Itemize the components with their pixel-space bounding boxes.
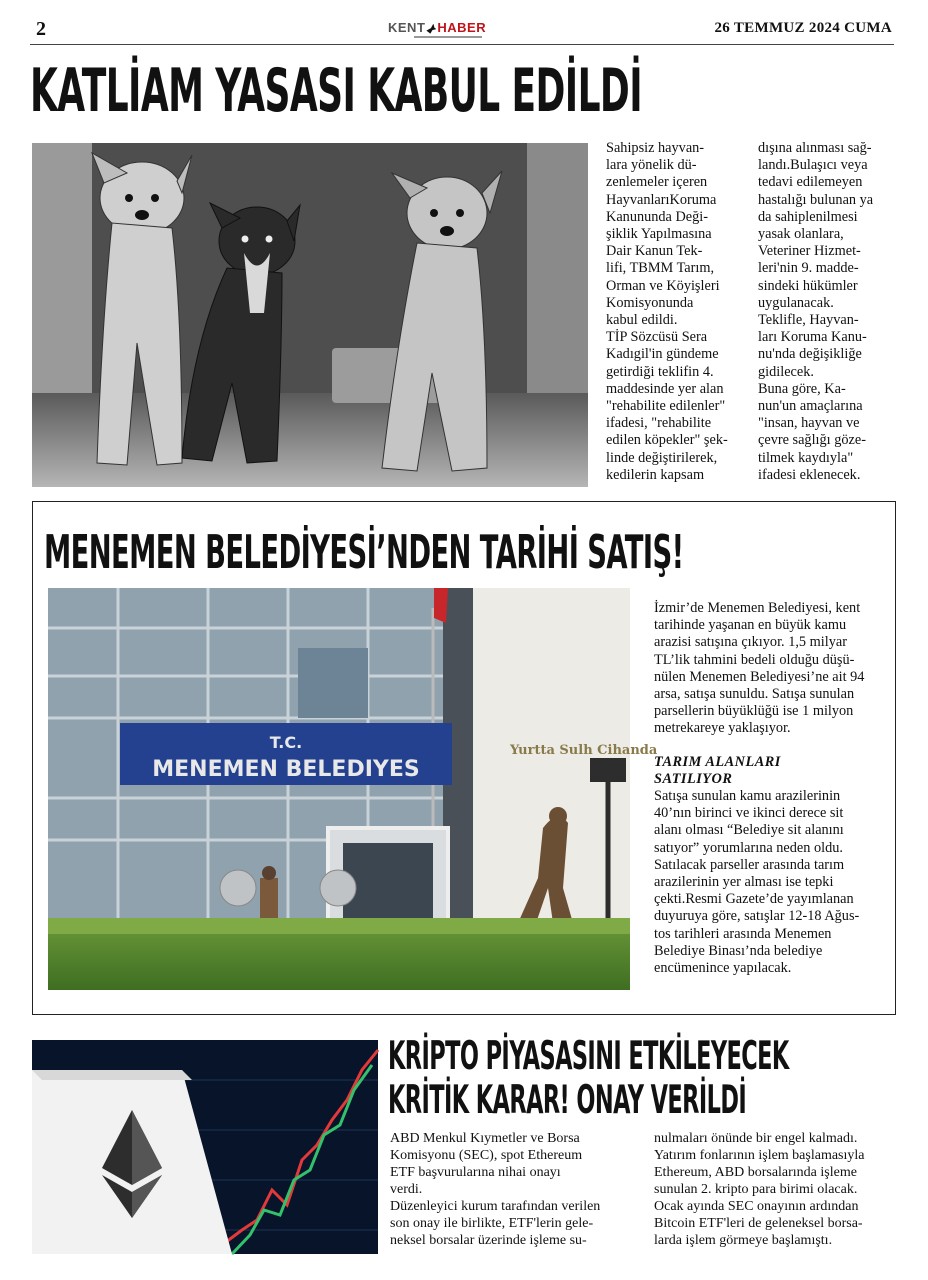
text-line: Veteriner Hizmet- [758, 243, 861, 260]
text-line: landı.Bulaşıcı veya [758, 157, 868, 174]
text-line: gidilecek. [758, 363, 814, 380]
text-line: Ethereum, ABD borsalarında işleme [654, 1165, 857, 1180]
text-line: Satılacak parseller arasında tarım [654, 856, 845, 873]
text-line: "insan, hayvan ve [758, 415, 860, 432]
logo-kent-text: KENT [388, 20, 426, 35]
text-line: alanı olması “Belediye sit alanını [654, 822, 844, 839]
text-line: satıyor” yorumlarına neden oldu. [654, 839, 843, 856]
page-number: 2 [36, 18, 46, 40]
text-line: TİP Sözcüsü Sera [606, 329, 708, 346]
text-line: parsellerin büyüklüğü ise 1 milyon [654, 703, 854, 720]
stray-puppies-photo [32, 143, 588, 487]
text-line: Teklifle, Hayvan- [758, 312, 859, 329]
text-line: İzmir’de Menemen Belediyesi, kent [654, 600, 861, 616]
masthead-divider [30, 44, 894, 45]
article2-headline: MENEMEN BELEDİYESİ’NDEN TARİHİ SATIŞ! [44, 525, 684, 579]
text-line: zenlemeler içeren [606, 174, 708, 191]
article1-headline: KATLİAM YASASI KABUL EDİLDİ [30, 56, 642, 126]
text-line: linde değiştirilerek, [606, 449, 718, 466]
text-line: lifi, TBMM Tarım, [606, 260, 715, 277]
article1-column-1 [606, 140, 754, 484]
text-line: dışına alınması sağ- [758, 140, 872, 156]
sign-municipality-text: MENEMEN BELEDIYES [152, 757, 420, 782]
logo-haber-text: HABER [437, 20, 487, 35]
article3-headline-line2: KRİTİK KARAR! ONAY VERİLDİ [388, 1078, 747, 1123]
text-line: ETF başvurularına nihai onayı [390, 1165, 561, 1180]
text-line: ifadesi, "rehabilite [606, 415, 712, 432]
menemen-municipality-photo [48, 588, 658, 990]
article3-column-2 [654, 1130, 898, 1249]
text-line: yasak olanlara, [758, 226, 844, 243]
text-line: da sahiplenilmesi [758, 208, 858, 225]
text-line: hastalığı bulunan ya [758, 191, 874, 208]
text-line: Ocak ayında SEC onayının ardından [654, 1199, 859, 1214]
text-line: Buna göre, Ka- [758, 380, 846, 397]
text-line: Komisyonu (SEC), spot Ethereum [390, 1148, 583, 1163]
text-line: arazilerinin yer alması ise tepki [654, 874, 834, 891]
text-line: metrekareye yaklaşıyor. [654, 720, 791, 737]
text-line: ları Koruma Kanu- [758, 329, 867, 346]
text-line: 40’nın birinci ve ikinci derece sit [654, 805, 844, 822]
text-line: Kadıgil'in gündeme [606, 346, 719, 363]
text-line: Dair Kanun Tek- [606, 243, 703, 260]
text-line: Orman ve Köyişleri [606, 277, 720, 294]
text-line: ABD Menkul Kıymetler ve Borsa [390, 1131, 580, 1146]
article3-column-1 [390, 1130, 652, 1249]
article2-subhead-line1: TARIM ALANLARI [654, 753, 781, 770]
text-line: leri'nin 9. madde- [758, 260, 859, 277]
text-line: Düzenleyici kurum tarafından verilen [390, 1199, 601, 1214]
text-line: TL’lik tahmini bedeli olduğu düşü- [654, 651, 855, 668]
article2-subhead-line2: SATILIYOR [654, 770, 733, 787]
text-line: arazisi satışına çıkıyor. 1,5 milyar [654, 634, 847, 651]
text-line: çevre sağlığı göze- [758, 432, 866, 449]
text-line: nülen Menemen Belediyesi’ne ait 94 [654, 668, 865, 685]
text-line: Satışa sunulan kamu arazilerinin [654, 788, 841, 805]
wall-motto-text: Yurtta Sulh Cihanda [510, 743, 658, 758]
text-line: Belediye Binası’nda belediye [654, 942, 823, 959]
text-line: HayvanlarıKoruma [606, 191, 717, 208]
text-line: ifadesi eklenecek. [758, 466, 861, 483]
text-line: Kanununda Deği- [606, 208, 709, 225]
text-line: tedavi edilemeyen [758, 174, 863, 191]
newspaper-logo [388, 20, 486, 35]
text-line: tos tarihleri arasında Menemen [654, 925, 832, 942]
text-line: nun'un amaçlarına [758, 398, 863, 415]
ethereum-chart-photo [32, 1040, 378, 1254]
text-line: uygulanacak. [758, 294, 834, 311]
text-line: tarihinde yaşanan en büyük kamu [654, 617, 847, 634]
text-line: nu'nda değişikliğe [758, 346, 862, 363]
text-line: Yatırım fonlarının işlem başlamasıyla [654, 1148, 865, 1163]
article2-text-column [654, 600, 890, 977]
text-line: sindeki hükümler [758, 277, 858, 294]
text-line: neksel borsalar üzerinde işleme su- [390, 1233, 587, 1248]
text-line: Bitcoin ETF'leri de geleneksel borsa- [654, 1216, 863, 1231]
text-line: Komisyonunda [606, 294, 694, 311]
text-line: maddesinde yer alan [606, 380, 724, 397]
bird-icon [426, 24, 436, 34]
text-line: sunulan 2. kripto para birimi olacak. [654, 1182, 858, 1197]
text-line: nulmaları önünde bir engel kalmadı. [654, 1131, 858, 1146]
text-line: verdi. [390, 1182, 423, 1197]
text-line: encümenince yapılacak. [654, 960, 792, 977]
text-line: son onay ile birlikte, ETF'lerin gele- [390, 1216, 594, 1231]
text-line: edilen köpekler" şek- [606, 432, 728, 449]
article1-column-2 [758, 140, 904, 484]
sign-tc-text: T.C. [269, 733, 303, 752]
logo-underline [414, 36, 482, 38]
text-line: "rehabilite edilenler" [606, 398, 726, 415]
text-line: duyuruya göre, satışlar 12-18 Ağus- [654, 908, 860, 925]
issue-date: 26 TEMMUZ 2024 CUMA [714, 20, 892, 36]
text-line [654, 738, 890, 754]
text-line: şiklik Yapılmasına [606, 226, 712, 243]
text-line: çekti.Resmi Gazete’de yayımlanan [654, 891, 854, 908]
text-line: kedilerin kapsam [606, 466, 705, 483]
text-line: getirdiği teklifin 4. [606, 363, 714, 380]
article3-headline-line1: KRİPTO PİYASASINI ETKİLEYECEK [388, 1034, 789, 1079]
text-line: arsa, satışa sunuldu. Satışa sunulan [654, 686, 855, 703]
text-line: lara yönelik dü- [606, 157, 697, 174]
text-line: larda işlem görmeye başlamıştı. [654, 1233, 833, 1248]
text-line: kabul edildi. [606, 312, 678, 329]
text-line: tilmek kaydıyla" [758, 449, 854, 466]
text-line: Sahipsiz hayvan- [606, 140, 705, 156]
